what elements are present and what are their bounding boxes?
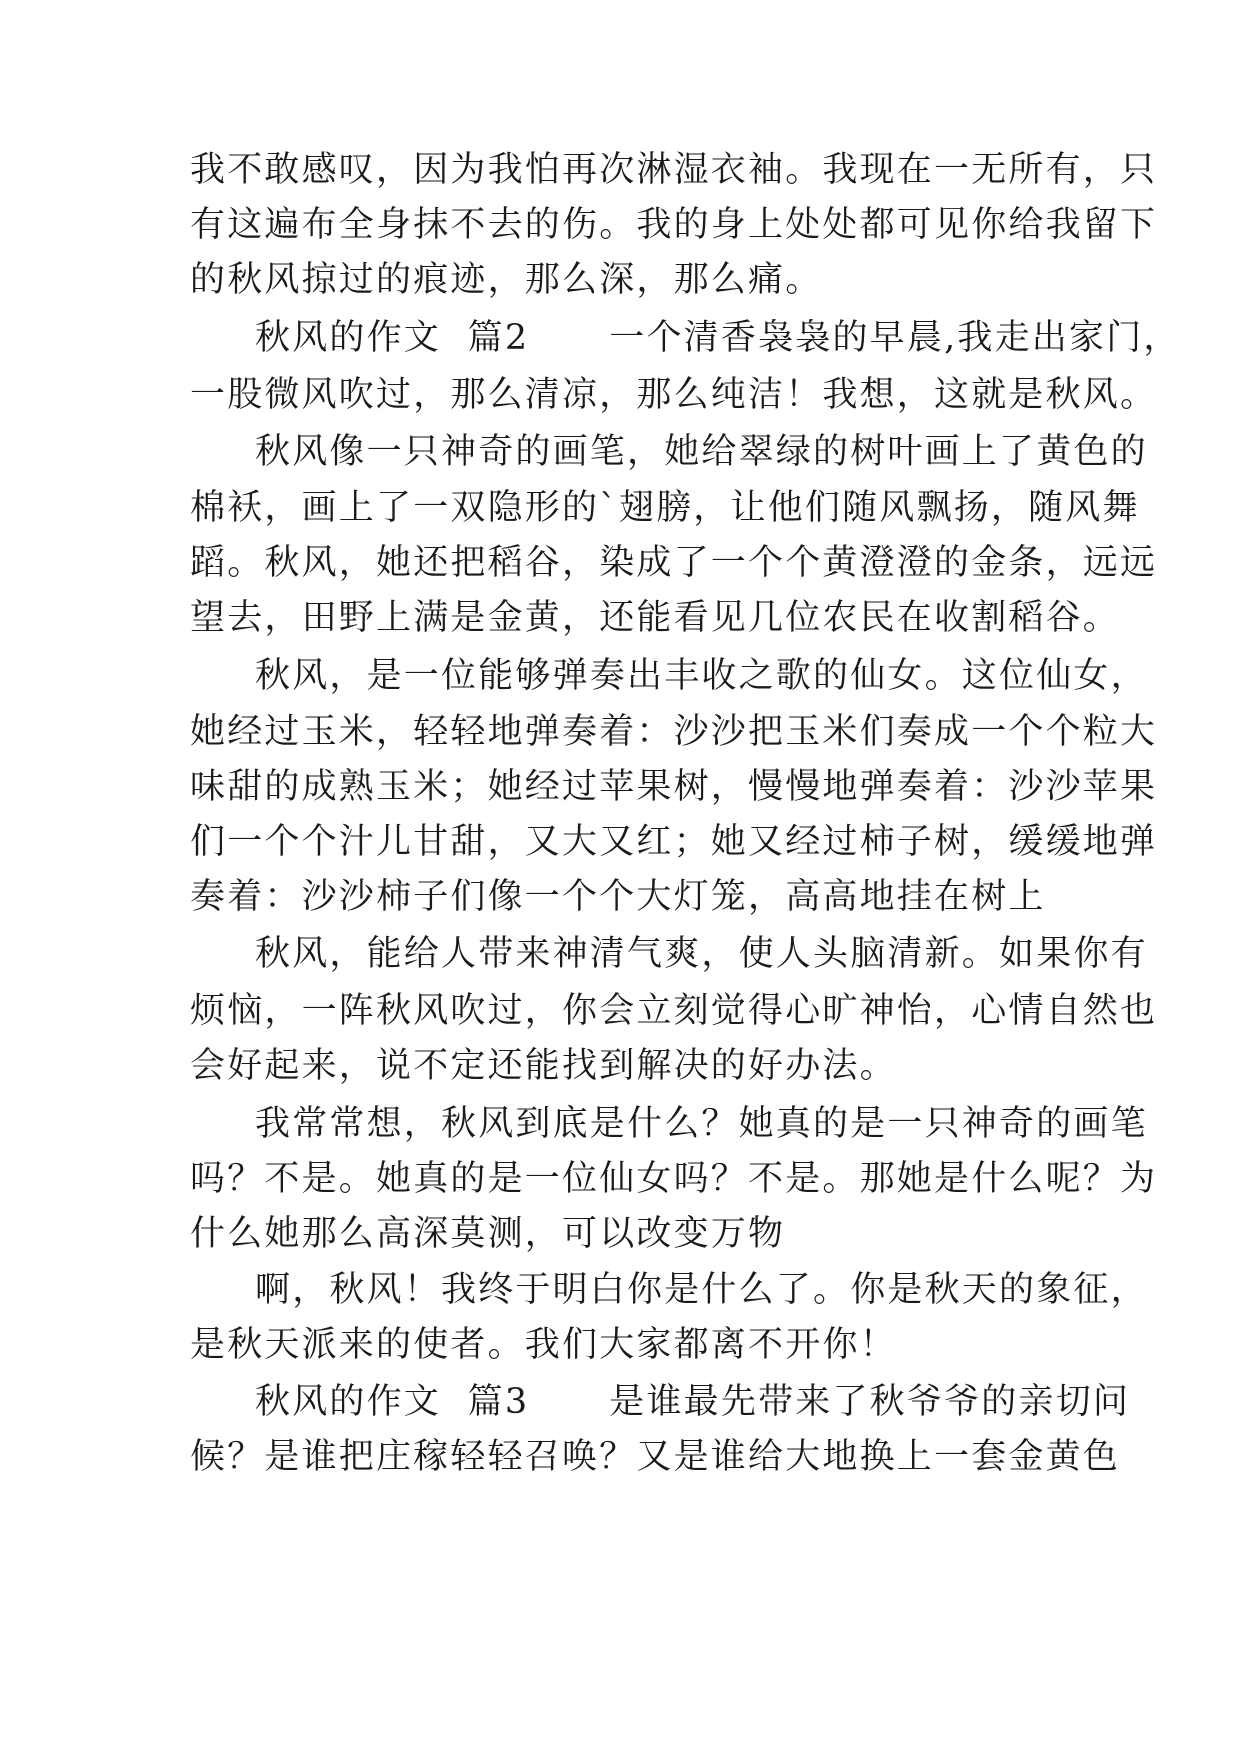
text-line: 会好起来，说不定还能找到解决的好办法。 bbox=[190, 1046, 897, 1086]
text-line: 奏着：沙沙柿子们像一个个大灯笼，高高地挂在树上 bbox=[190, 877, 1046, 917]
paragraph-start: 我常常想，秋风到底是什么？她真的是一只神奇的画笔 bbox=[255, 1104, 1148, 1144]
text-line: 她经过玉米，轻轻地弹奏着：沙沙把玉米们奏成一个个粒大 bbox=[190, 712, 1158, 752]
paragraph-start: 秋风，是一位能够弹奏出丰收之歌的仙女。这位仙女， bbox=[255, 656, 1148, 696]
text-line: 什么她那么高深莫测，可以改变万物 bbox=[190, 1214, 786, 1254]
text-line: 味甜的成熟玉米；她经过苹果树，慢慢地弹奏着：沙沙苹果 bbox=[190, 767, 1158, 807]
text-line: 吗？不是。她真的是一位仙女吗？不是。那她是什么呢？为 bbox=[190, 1159, 1158, 1199]
text-line: 望去，田野上满是金黄，还能看见几位农民在收割稻谷。 bbox=[190, 598, 1121, 638]
text-line: 的秋风掠过的痕迹，那么深，那么痛。 bbox=[190, 260, 823, 300]
text-line: 们一个个汁儿甘甜，又大又红；她又经过柿子树，缓缓地弹 bbox=[190, 822, 1158, 862]
paragraph-start: 秋风像一只神奇的画笔，她给翠绿的树叶画上了黄色的 bbox=[255, 432, 1148, 472]
text-line: 是秋天派来的使者。我们大家都离不开你！ bbox=[190, 1325, 897, 1365]
paragraph-start: 啊，秋风！我终于明白你是什么了。你是秋天的象征， bbox=[255, 1270, 1148, 1310]
text-line: 有这遍布全身抹不去的伤。我的身上处处都可见你给我留下 bbox=[190, 205, 1158, 245]
section-heading-line: 秋风的作文 篇3 是谁最先带来了秋爷爷的亲切问 bbox=[255, 1382, 1131, 1422]
text-line: 一股微风吹过，那么清凉，那么纯洁！我想，这就是秋风。 bbox=[190, 375, 1158, 415]
text-line: 候？是谁把庄稼轻轻召唤？又是谁给大地换上一套金黄色 bbox=[190, 1437, 1121, 1477]
text-line: 我不敢感叹，因为我怕再次淋湿衣袖。我现在一无所有，只 bbox=[190, 150, 1158, 190]
section-heading-line: 秋风的作文 篇2 一个清香袅袅的早晨,我走出家门， bbox=[255, 318, 1181, 358]
text-line: 蹈。秋风，她还把稻谷，染成了一个个黄澄澄的金条，远远 bbox=[190, 543, 1158, 583]
paragraph-start: 秋风，能给人带来神清气爽，使人头脑清新。如果你有 bbox=[255, 934, 1148, 974]
text-line: 烦恼，一阵秋风吹过，你会立刻觉得心旷神怡，心情自然也 bbox=[190, 991, 1158, 1031]
text-line: 棉袄，画上了一双隐形的`翅膀，让他们随风飘扬，随风舞 bbox=[190, 488, 1140, 528]
